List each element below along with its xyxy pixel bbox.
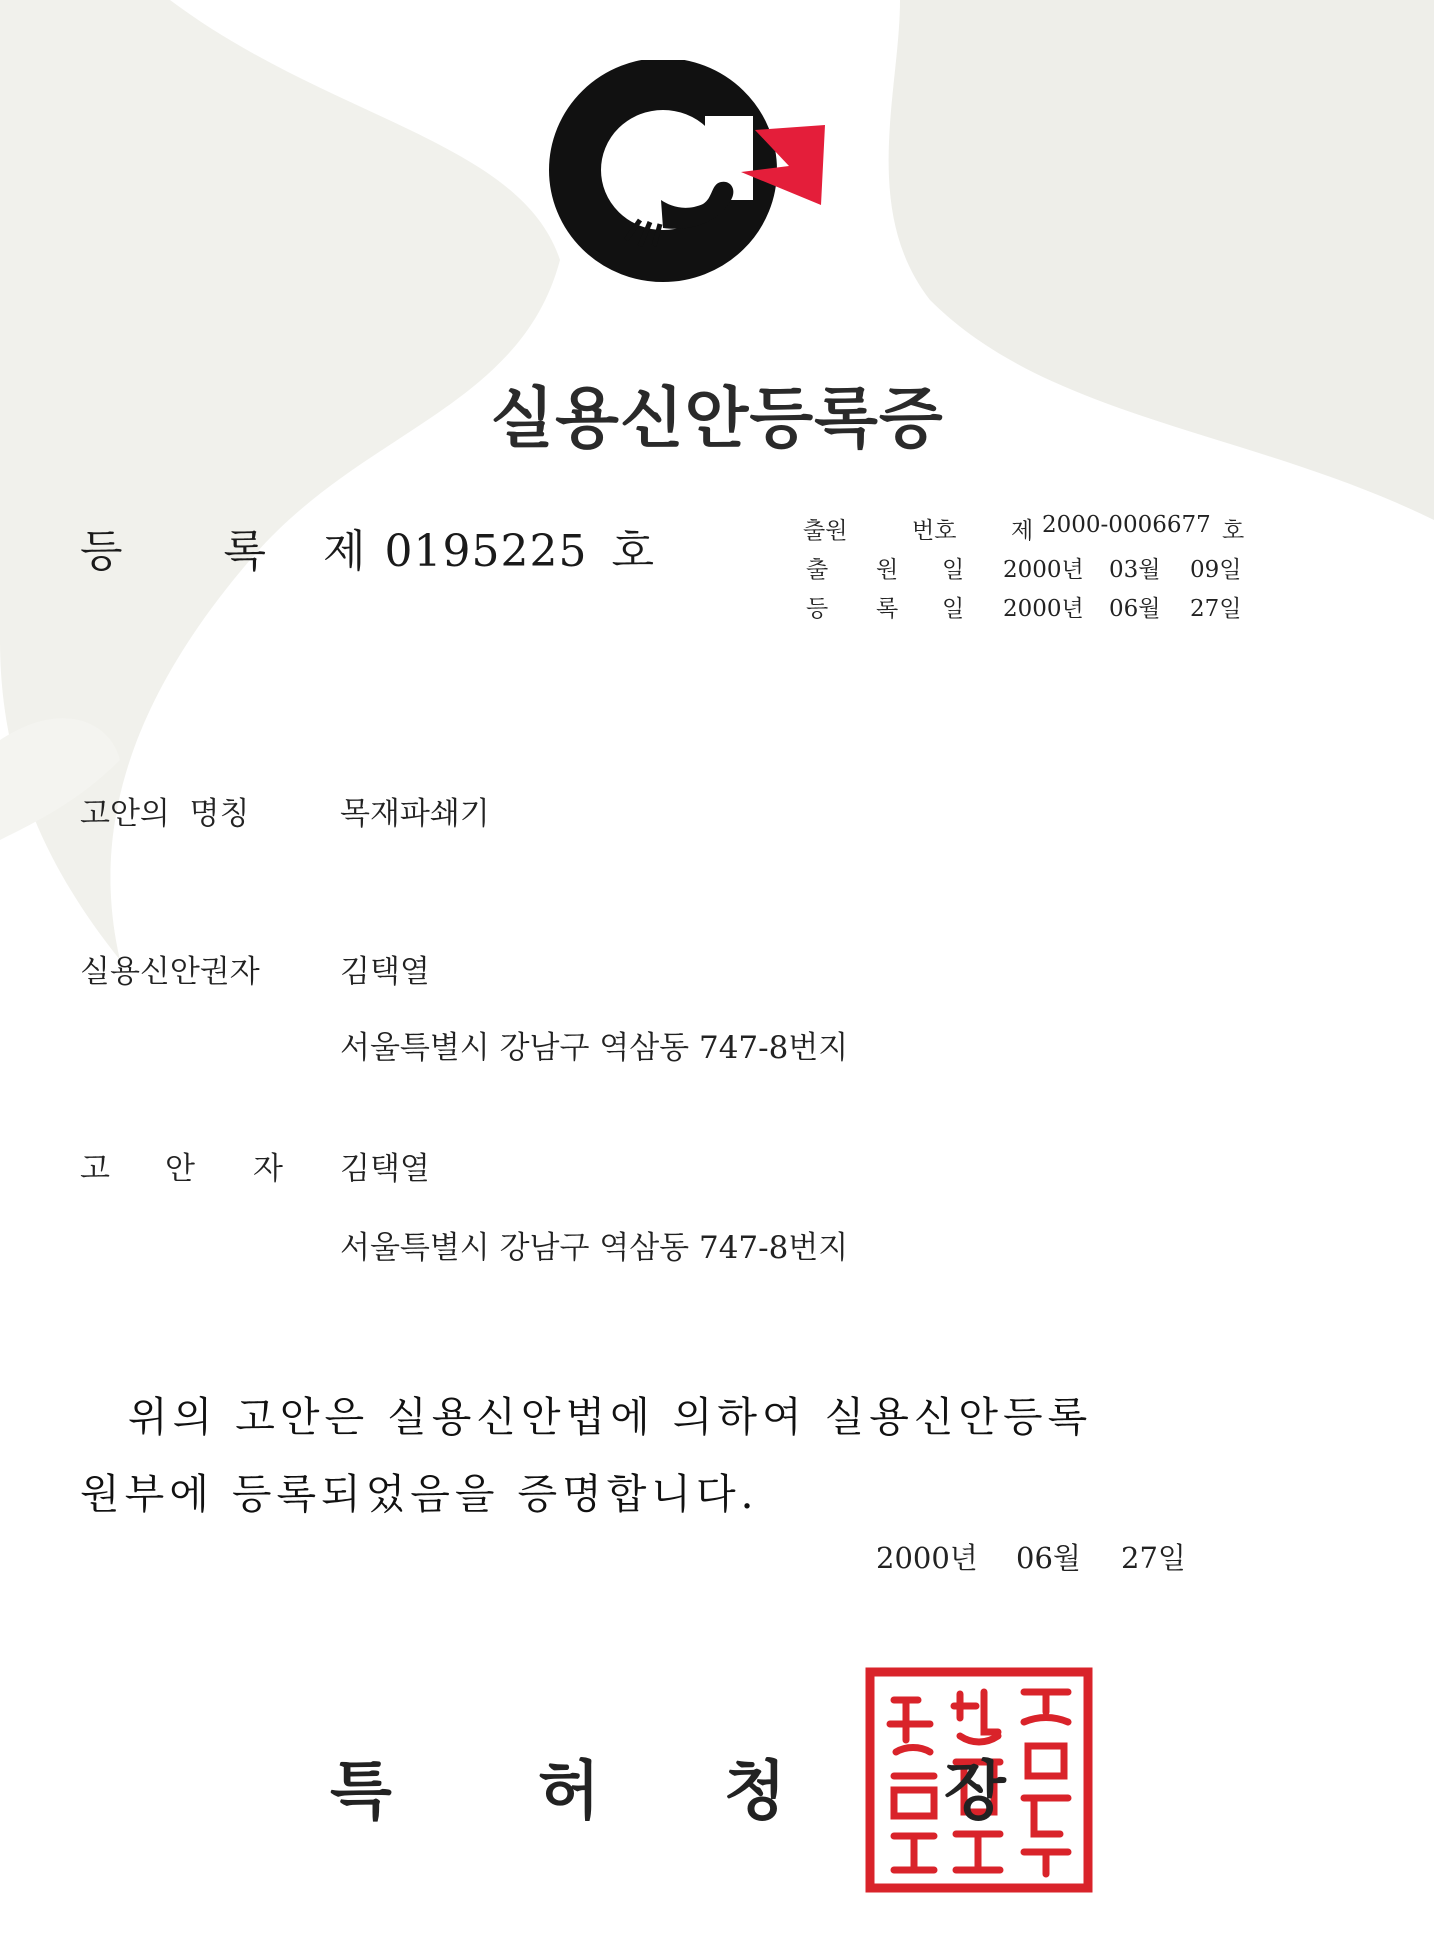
inventor-address: 서울특별시 강남구 역삼동 747-8번지 (340, 1230, 849, 1266)
application-number-value: 2000-0006677 (1042, 512, 1211, 538)
application-number-prefix: 제 (1011, 518, 1034, 544)
application-number-suffix: 호 (1222, 518, 1245, 544)
application-date-label-3: 일 (942, 557, 965, 583)
application-date-day: 09일 (1190, 557, 1242, 583)
registration-word-1: 등 (80, 526, 124, 577)
certification-statement-line-1: 위의 고안은 실용신안법에 의하여 실용신안등록 (128, 1393, 1093, 1441)
application-date-label-1: 출 (806, 557, 829, 583)
inventor-label-2: 안 (165, 1151, 195, 1187)
application-date-row (0, 551, 1434, 581)
application-date-month: 03월 (1109, 557, 1161, 583)
issue-date-year: 2000년 (876, 1541, 978, 1575)
issue-date-day: 27일 (1121, 1541, 1186, 1575)
certification-statement-line-2: 원부에 등록되었음을 증명합니다. (80, 1470, 759, 1518)
holder-address: 서울특별시 강남구 역삼동 747-8번지 (340, 1030, 849, 1066)
application-date-label-2: 원 (876, 557, 899, 583)
registration-date-year: 2000년 (1003, 596, 1084, 622)
registration-date-day: 27일 (1190, 596, 1242, 622)
application-number-label-1: 출원 (803, 518, 848, 544)
device-name-value: 목재파쇄기 (340, 796, 490, 832)
application-number-label-2: 번호 (912, 518, 957, 544)
registration-number: 0195225 (384, 526, 588, 577)
registration-date-row (0, 590, 1434, 620)
issuer-char-2: 허 (538, 1755, 600, 1829)
issuer-char-3: 청 (724, 1755, 786, 1829)
issue-date-month: 06월 (1016, 1541, 1081, 1575)
issuer-char-1: 특 (330, 1755, 392, 1829)
holder-label: 실용신안권자 (80, 954, 260, 990)
inventor-label-1: 고 (80, 1151, 110, 1187)
issuer-char-4: 장 (944, 1755, 1006, 1829)
government-emblem-icon (545, 60, 845, 290)
registration-date-month: 06월 (1109, 596, 1161, 622)
registration-date-label-1: 등 (806, 596, 829, 622)
holder-name: 김택열 (340, 954, 430, 990)
registration-date-label-3: 일 (942, 596, 965, 622)
inventor-name: 김택열 (340, 1151, 430, 1187)
document-title: 실용신안등록증 (490, 380, 944, 457)
registration-word-3: 제 (323, 526, 367, 577)
application-number-row (0, 512, 1434, 542)
inventor-label-3: 자 (253, 1151, 283, 1187)
device-name-label: 고안의 명칭 (80, 796, 250, 832)
registration-suffix: 호 (611, 526, 656, 577)
registration-date-label-2: 록 (876, 596, 899, 622)
registration-word-2: 록 (223, 526, 268, 577)
application-date-year: 2000년 (1003, 557, 1084, 583)
